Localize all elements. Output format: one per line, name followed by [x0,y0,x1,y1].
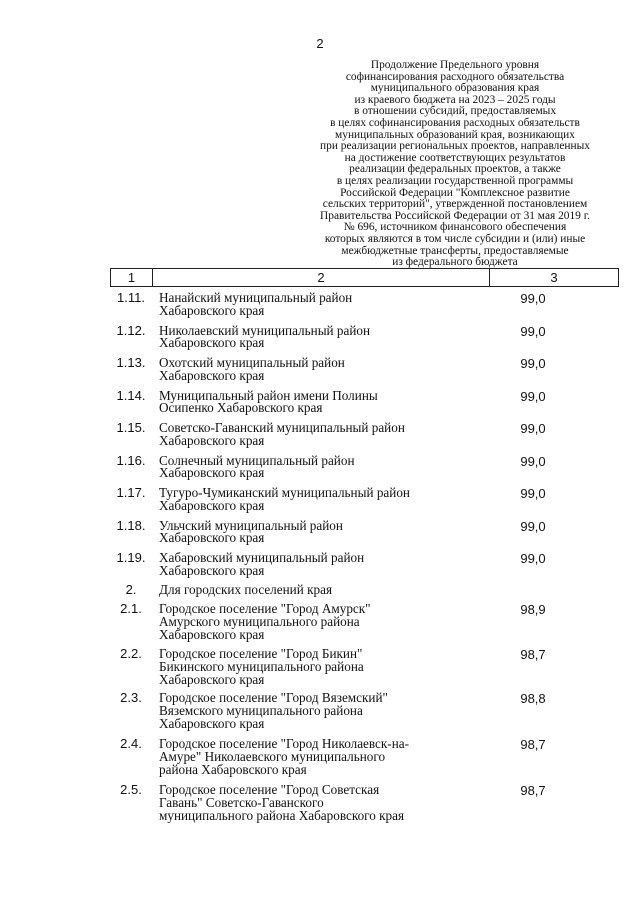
row-name-line: Амурского муниципального района [159,613,360,629]
header-line: муниципальных образований края, возникающих [335,128,575,141]
row-name [159,584,459,597]
row-name-line: Хабаровского края [159,432,265,448]
row-name-line: Ульчский муниципальный район [159,517,343,533]
row-number: 1.16. [116,452,146,468]
row-name-line: Амуре" Николаевского муниципального [159,748,386,764]
row-name [159,322,459,351]
header-line: муниципального образования края [370,82,540,95]
row-name [159,738,459,776]
row-name [159,452,459,481]
row-name-line: Тугуро-Чумиканский муниципальный район [159,485,410,500]
row-number: 1.13. [116,355,146,370]
header-line: № 696, источником финансового обеспечения [343,221,567,234]
row-value: 98,7 [520,647,546,662]
row-name-line: Охотский муниципальный район [159,355,345,370]
row-number: 1.17. [116,485,146,500]
row-number: 2. [125,582,137,597]
row-value: 99,0 [520,388,546,404]
header-line: из федерального бюджета [392,256,518,269]
row-value: 99,0 [520,486,546,501]
row-number: 1.15. [116,420,146,435]
header-line: на достижение соответствующих результатов [344,151,566,164]
row-value: 99,0 [520,518,546,534]
row-name-line: Бикинского муниципального района [159,658,364,674]
row-number: 2.1. [120,601,142,616]
row-name [159,648,459,686]
header-line: софинансирования расходного обязательства [345,70,565,83]
header-line: сельских территорий", утвержденной постановлением [322,198,588,211]
row-number: 1.18. [116,517,146,533]
row-name-line: Хабаровский муниципальный район [159,550,365,565]
row-name-line: Муниципальный район имени Полины [159,387,378,403]
header-line: Правительства Российской Федерации от 31 мая 2019 г. [320,209,590,222]
row-value: 99,0 [520,453,546,469]
row-name-line: Вяземского муниципального района [159,702,363,718]
row-name-line: Для городских поселений края [159,582,333,597]
row-number: 2.4. [120,736,142,751]
row-name [159,517,459,546]
row-name-line: Солнечный муниципальный район [159,452,355,468]
row-name-line: Хабаровского края [159,530,265,546]
header-line: Продолжение Предельного уровня [370,59,540,71]
row-name-line: Хабаровского края [159,715,265,731]
row-name-line: Нанайский муниципальный район [159,290,353,305]
header-line: при реализации региональных проектов, направленных [320,140,590,153]
row-number: 2.5. [120,782,142,797]
row-value: 99,0 [520,323,546,339]
row-name [159,387,459,416]
header-line: в отношении субсидий, предоставляемых [353,105,557,118]
row-number: 1.19. [116,550,146,565]
header-line: из краевого бюджета на 2023 – 2025 годы [354,93,556,106]
row-value: 98,7 [520,783,546,798]
row-value: 99,0 [520,551,546,566]
header-line: реализации федеральных проектов, а также [349,163,561,176]
page-number: 2 [316,36,324,51]
row-number: 2.3. [120,690,142,705]
row-name-line: Городское поселение "Город Вяземский" [159,690,388,705]
row-name-line: Городское поселение "Город Бикин" [159,646,363,661]
row-name-line: Советско-Гаванский муниципальный район [159,420,405,435]
row-name-line: Хабаровского края [159,497,265,513]
row-number: 1.12. [116,322,146,338]
row-name-line: Городское поселение "Город Николаевск-на- [159,736,409,751]
row-name-line: Николаевский муниципальный район [159,322,371,338]
header-line: в целях реализации государственной программы [336,174,574,187]
column-number-3: 3 [490,269,619,287]
row-name-line: Гавань" Советско-Гаванского [159,794,324,810]
row-name-line: Хабаровского края [159,562,265,578]
row-name-line: Хабаровского края [159,335,265,351]
row-name-line: Городское поселение "Город Советская [159,782,380,797]
row-value: 99,0 [520,421,546,436]
row-value: 99,0 [520,356,546,371]
row-name-line: Осипенко Хабаровского края [159,400,323,416]
row-value: 99,0 [520,291,546,306]
row-name [159,487,459,513]
appendix-header [300,60,610,269]
row-name-line: муниципального района Хабаровского края [159,807,405,823]
row-name [159,603,459,641]
row-value: 98,9 [520,602,546,617]
row-name-line: Хабаровского края [159,465,265,481]
row-name-line: Хабаровского края [159,626,265,642]
column-number-2: 2 [153,269,490,287]
header-line: Российской Федерации "Комплексное развитие [340,186,570,199]
row-name-line: Хабаровского края [159,302,265,318]
row-number: 1.11. [117,290,145,305]
row-name-line: Городское поселение "Город Амурск" [159,601,371,616]
row-name-line: Хабаровского края [159,367,265,383]
row-name-line: Хабаровского края [159,671,265,687]
row-number: 2.2. [120,646,142,661]
table-column-header [110,268,619,287]
row-value: 98,8 [520,691,546,706]
column-number-1: 1 [111,269,153,287]
header-line: межбюджетные трансферты, предоставляемые [341,244,569,257]
row-name [159,552,459,578]
header-line: которых являются в том числе субсидии и (или) иные [324,232,586,245]
row-name [159,357,459,383]
row-value: 98,7 [520,737,546,752]
row-name-line: района Хабаровского края [159,761,307,777]
row-name [159,692,459,730]
row-name [159,292,459,318]
row-name [159,422,459,448]
row-name [159,784,459,822]
header-line: в целях софинансирования расходных обязательств [330,116,580,129]
row-number: 1.14. [116,387,146,403]
